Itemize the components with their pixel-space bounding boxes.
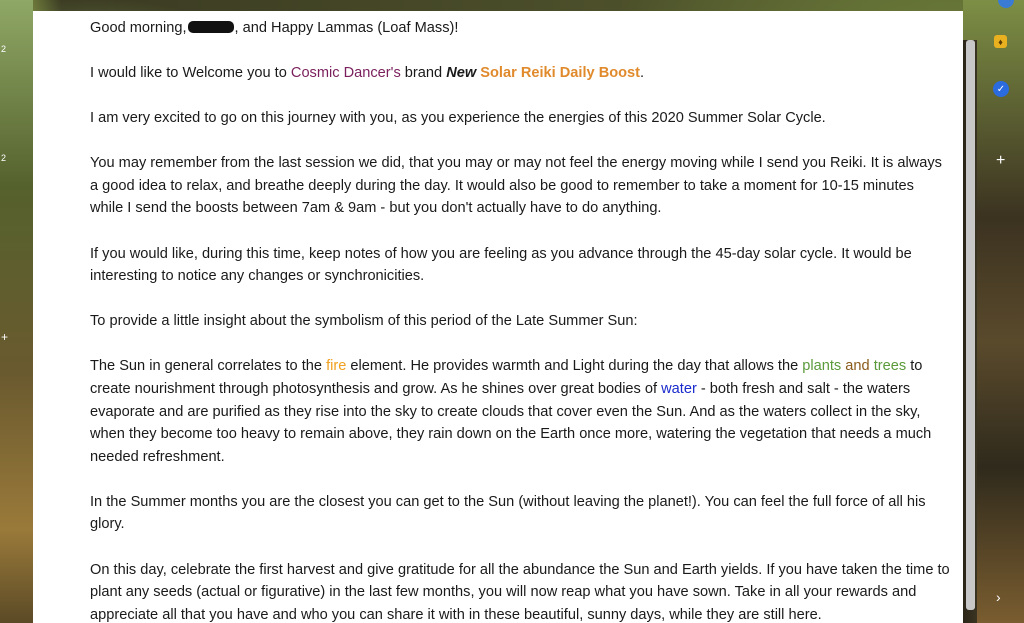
edge-number: 2 — [1, 44, 7, 54]
redaction-mark — [188, 21, 234, 33]
background-left — [0, 0, 33, 623]
lightbulb-icon[interactable]: ♦ — [994, 35, 1007, 48]
fire-word: fire — [326, 358, 347, 375]
plus-icon[interactable]: + — [996, 152, 1006, 169]
edge-number: 2 — [1, 153, 7, 163]
remember-paragraph: You may remember from the last session we did, that you may or may not feel the energy moving while I send you Reiki. It is always a good idea to relax, and breathe deeply during the day. It would also be good to remember to take a moment for 10-15 minutes while I send the boosts between 7am & 9am - but you don't actually have to do anything. — [90, 155, 942, 217]
chevron-right-icon[interactable]: › — [996, 589, 1001, 605]
plants-word: plants — [802, 358, 842, 375]
summer-paragraph: In the Summer months you are the closest you can get to the Sun (without leaving the planet!). You can feel the full force of all his glory. — [90, 493, 926, 533]
email-text — [90, 17, 950, 623]
welcome-paragraph: I would like to Welcome you to Cosmic Dancer's brand New Solar Reiki Daily Boost. — [90, 65, 645, 82]
check-icon[interactable]: ✓ — [993, 81, 1009, 97]
greeting: Good morning, , and Happy Lammas (Loaf Mass)! — [90, 20, 459, 36]
brand-name: Cosmic Dancer's — [290, 65, 401, 82]
new-label: New — [446, 65, 477, 82]
insight-paragraph: To provide a little insight about the symbolism of this period of the Late Summer Sun: — [90, 313, 638, 330]
product-name: Solar Reiki Daily Boost — [480, 65, 641, 82]
notes-paragraph: If you would like, during this time, keep notes of how you are feeling as you advance through the 45-day solar cycle. It would be interesting to notice any changes or synchronicities. — [90, 245, 912, 285]
plus-icon[interactable]: + — [1, 330, 9, 344]
harvest-paragraph: On this day, celebrate the first harvest and give gratitude for all the abundance the Sun and Earth yields. If you have taken the time to plant any seeds (actual or figurative) in the last few months, you will now reap what you have sown. Take in all your rewards and appreciate all that you have and who you can share it with in these beautiful, sunny days, while they are still here. — [90, 561, 950, 623]
email-body — [33, 11, 963, 623]
excited-paragraph: I am very excited to go on this journey with you, as you experience the energies of this 2020 Summer Solar Cycle. — [90, 110, 826, 127]
trees-word: trees — [873, 358, 907, 375]
scrollbar-thumb[interactable] — [966, 40, 975, 610]
water-word: water — [661, 380, 697, 397]
sun-paragraph: The Sun in general correlates to the fire element. He provides warmth and Light during the day that allows the plants and trees to create nourishment through photosynthesis and grow. As he shines over great bodies of water - both fresh and salt - the waters evaporate and are purified as they rise into the sky to create clouds that cover even the Sun. And as the waters collect in the sky, when they become too heavy to remain above, they rain down on the Earth once more, watering the vegetation that needs a much needed refreshment. — [90, 358, 932, 465]
